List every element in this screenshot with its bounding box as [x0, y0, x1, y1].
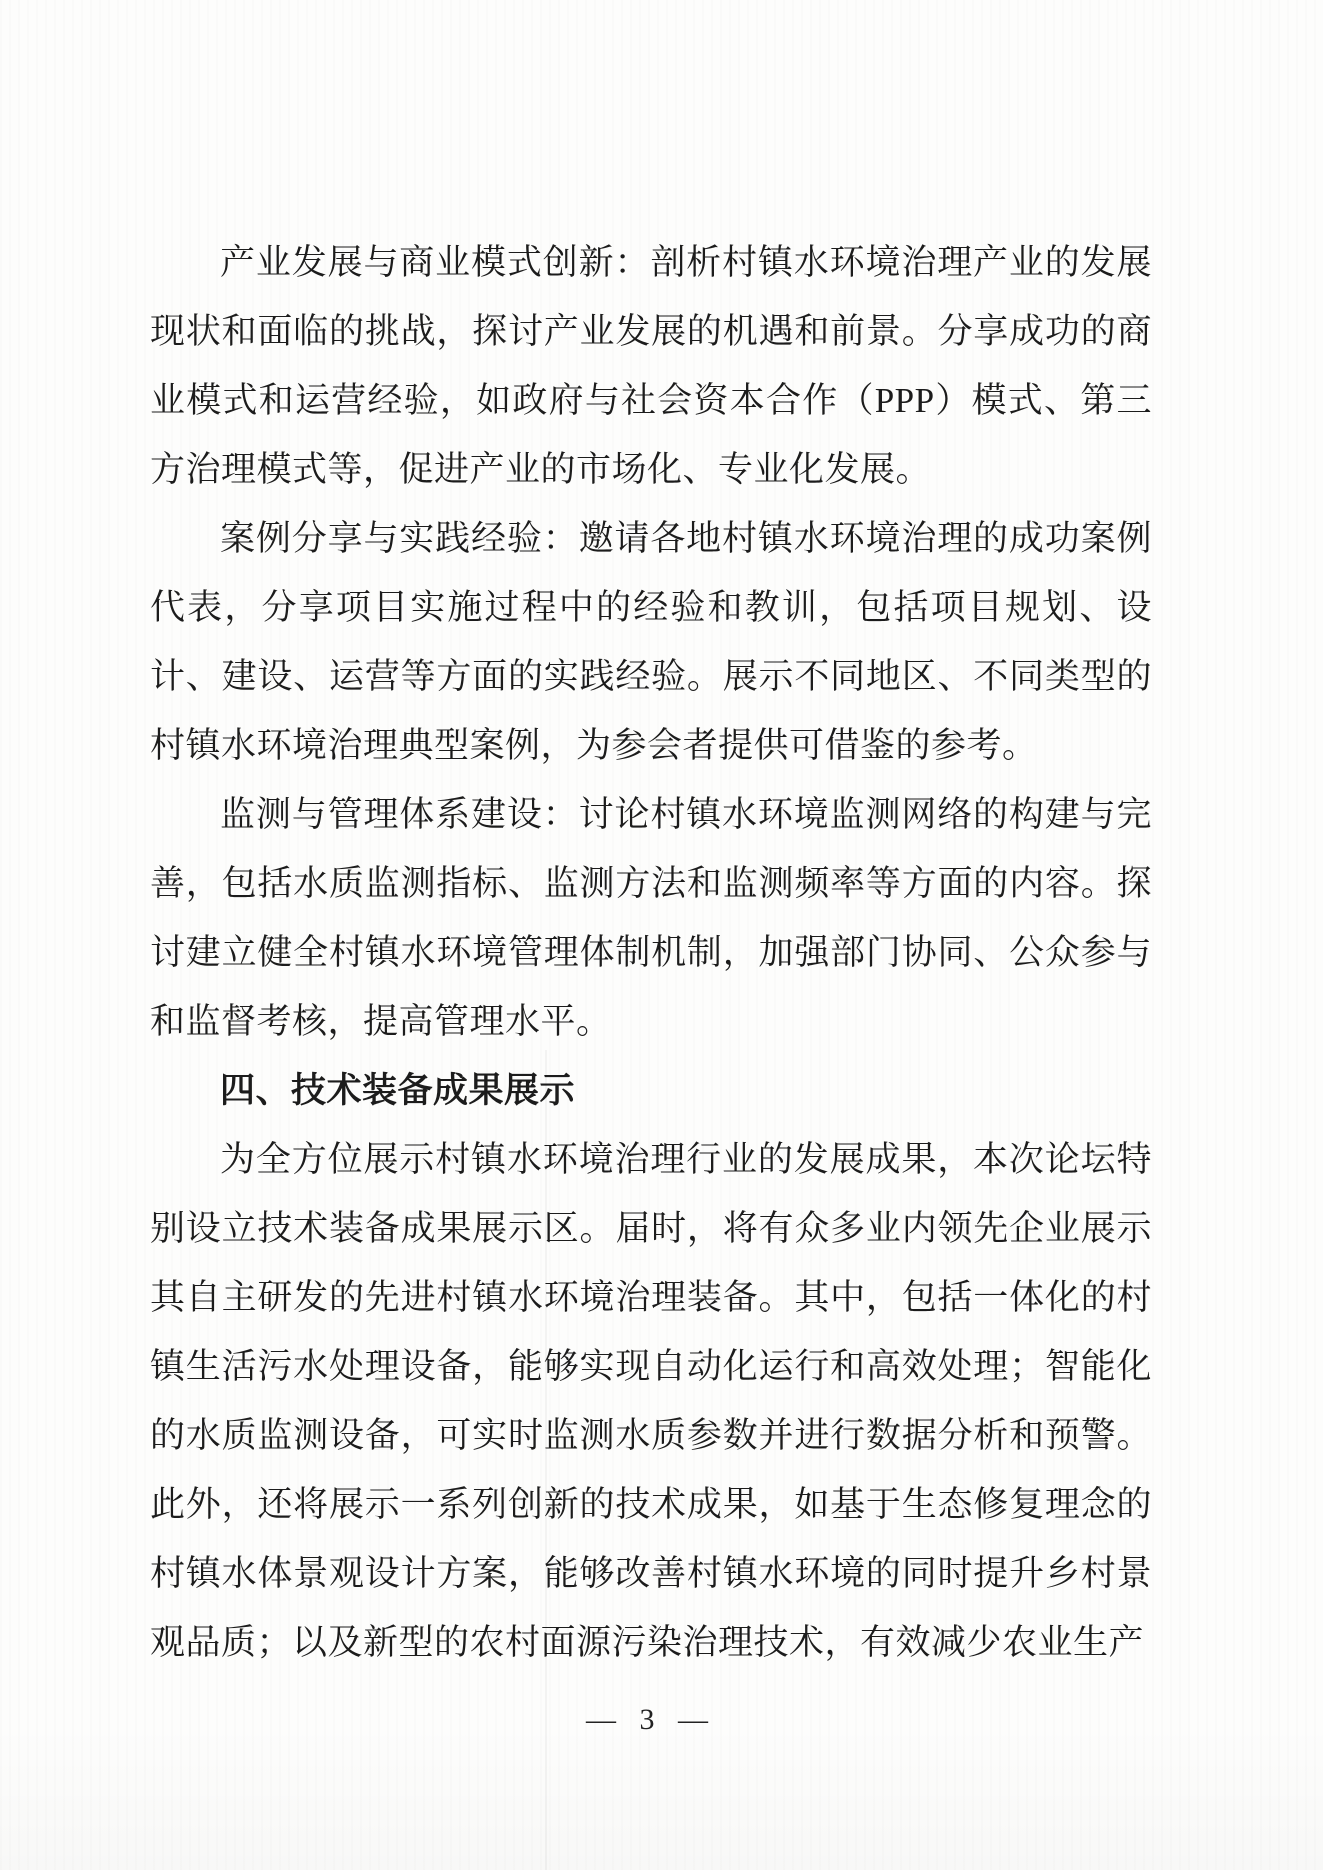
page-number: — 3 — — [586, 1703, 716, 1736]
paragraph-case-sharing: 案例分享与实践经验：邀请各地村镇水环境治理的成功案例代表，分享项目实施过程中的经验和教训，包括项目规划、设计、建设、运营等方面的实践经验。展示不同地区、不同类型的村镇水环境治理典型案例，为参会者提供可借鉴的参考。 — [150, 519, 1152, 765]
document-body — [150, 228, 1152, 1677]
paragraph-industry-development: 产业发展与商业模式创新：剖析村镇水环境治理产业的发展现状和面临的挑战，探讨产业发展的机遇和前景。分享成功的商业模式和运营经验，如政府与社会资本合作（PPP）模式、第三方治理模式等，促进产业的市场化、专业化发展。 — [150, 243, 1152, 489]
section-heading-tech-equipment-exhibition: 四、技术装备成果展示 — [220, 1071, 576, 1110]
paragraph-tech-equipment-exhibition: 为全方位展示村镇水环境治理行业的发展成果，本次论坛特别设立技术装备成果展示区。届时，将有众多业内领先企业展示其自主研发的先进村镇水环境治理装备。其中，包括一体化的村镇生活污水处理设备，能够实现自动化运行和高效处理；智能化的水质监测设备，可实时监测水质参数并进行数据分析和预警。此外，还将展示一系列创新的技术成果，如基于生态修复理念的村镇水体景观设计方案，能够改善村镇水环境的同时提升乡村景观品质；以及新型的农村面源污染治理技术，有效减少农业生产 — [150, 1140, 1152, 1662]
paragraph-monitoring-management: 监测与管理体系建设：讨论村镇水环境监测网络的构建与完善，包括水质监测指标、监测方法和监测频率等方面的内容。探讨建立健全村镇水环境管理体制机制，加强部门协同、公众参与和监督考核，提高管理水平。 — [150, 795, 1152, 1041]
page-footer — [150, 1700, 1152, 1740]
